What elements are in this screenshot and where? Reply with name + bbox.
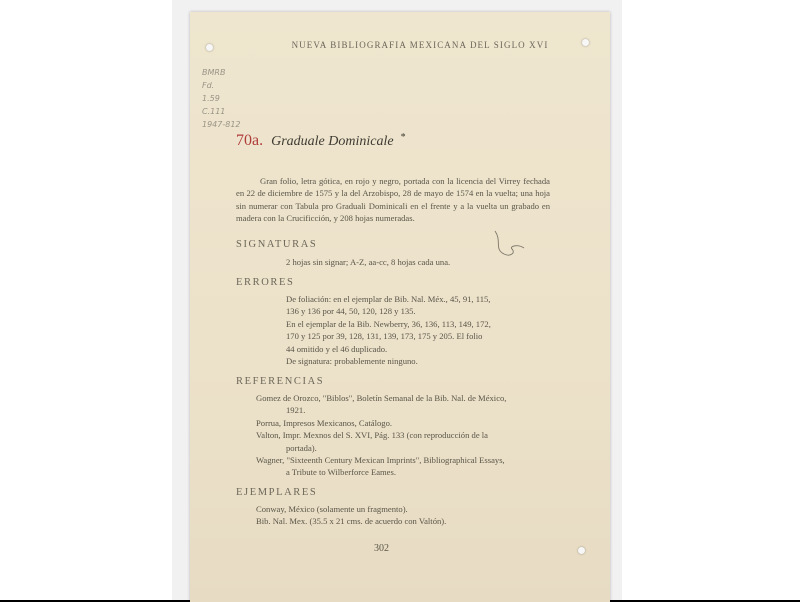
reference-line: Porrua, Impresos Mexicanos, Catálogo. — [256, 417, 393, 428]
background-right — [622, 0, 800, 600]
background-left — [0, 0, 172, 600]
entry-mark: * — [400, 132, 406, 143]
section-heading-referencias: REFERENCIAS — [236, 376, 325, 387]
reference-line: Gomez de Orozco, "Biblos", Boletín Semanal de la Bib. Nal. de México, — [256, 393, 507, 403]
signaturas-text: 2 hojas sin signar; A-Z, aa-cc, 8 hojas cada una. — [286, 257, 451, 267]
running-head: NUEVA BIBLIOGRAFIA MEXICANA DEL SIGLO XVI — [291, 40, 549, 50]
pencil-note: C.111 — [202, 107, 226, 116]
section-heading-signaturas: SIGNATURAS — [236, 239, 318, 250]
pen-squiggle-mark — [490, 227, 530, 262]
errores-line: 136 y 136 por 44, 50, 120, 128 y 135. — [286, 306, 416, 317]
errores-line: De signatura: probablemente ninguno. — [286, 356, 418, 367]
punch-hole-top-right — [582, 39, 589, 46]
pencil-note: Fd. — [202, 81, 215, 90]
errores-line: 44 omitido y el 46 duplicado. — [286, 343, 388, 354]
description-text: Gran folio, letra gótica, en rojo y negro, portada con la licencia del Virrey fechada en 22 de diciembre de 1575 y la del Arzobispo, 28 de mayo de 1574 en la vuelta; una hoja sin numerar con Tabula pro Graduali Dominicali en el frente y a la vuelta un grabado en madera con la Crucificción, y 208 hojas numeradas. — [236, 176, 550, 224]
section-heading-ejemplares: EJEMPLARES — [236, 487, 318, 498]
errores-line: De foliación: en el ejemplar de Bib. Nal. Méx., 45, 91, 115, — [286, 294, 491, 304]
entry-heading — [236, 132, 406, 150]
ejemplar-line: Conway, México (solamente un fragmento). — [256, 504, 408, 514]
pencil-annotation — [202, 66, 241, 131]
errores-line: 170 y 125 por 39, 128, 131, 139, 173, 175 y 205. El folio — [286, 331, 483, 342]
section-heading-errores: ERRORES — [236, 277, 295, 288]
document-page — [190, 12, 610, 602]
punch-hole-top-left — [206, 44, 213, 51]
reference-line: Valton, Impr. Mexnos del S. XVI, Pág. 133 (con reproducción de la — [256, 430, 488, 441]
reference-line: a Tribute to Wilberforce Eames. — [286, 467, 396, 478]
pencil-note: 1.59 — [202, 94, 220, 103]
ejemplares-block — [256, 503, 552, 528]
punch-hole-bottom-right — [578, 547, 585, 554]
pencil-note: 1947-812 — [202, 120, 241, 129]
pencil-note: BMRB — [202, 68, 226, 77]
reference-line: portada). — [286, 442, 317, 453]
ejemplar-line: Bib. Nal. Mex. (35.5 x 21 cms. de acuerdo con Valtón). — [256, 516, 447, 527]
errores-line: En el ejemplar de la Bib. Newberry, 36, 136, 113, 149, 172, — [286, 318, 491, 329]
page-number: 302 — [374, 543, 389, 554]
reference-line: Wagner, "Sixteenth Century Mexican Imprints", Bibliographical Essays, — [256, 455, 505, 466]
entry-number: 70a. — [236, 132, 264, 149]
reference-line: 1921. — [286, 405, 306, 416]
description-paragraph — [236, 175, 550, 225]
errores-block — [286, 293, 550, 367]
entry-title: Graduale Dominicale — [271, 134, 394, 149]
referencias-block — [256, 392, 552, 479]
